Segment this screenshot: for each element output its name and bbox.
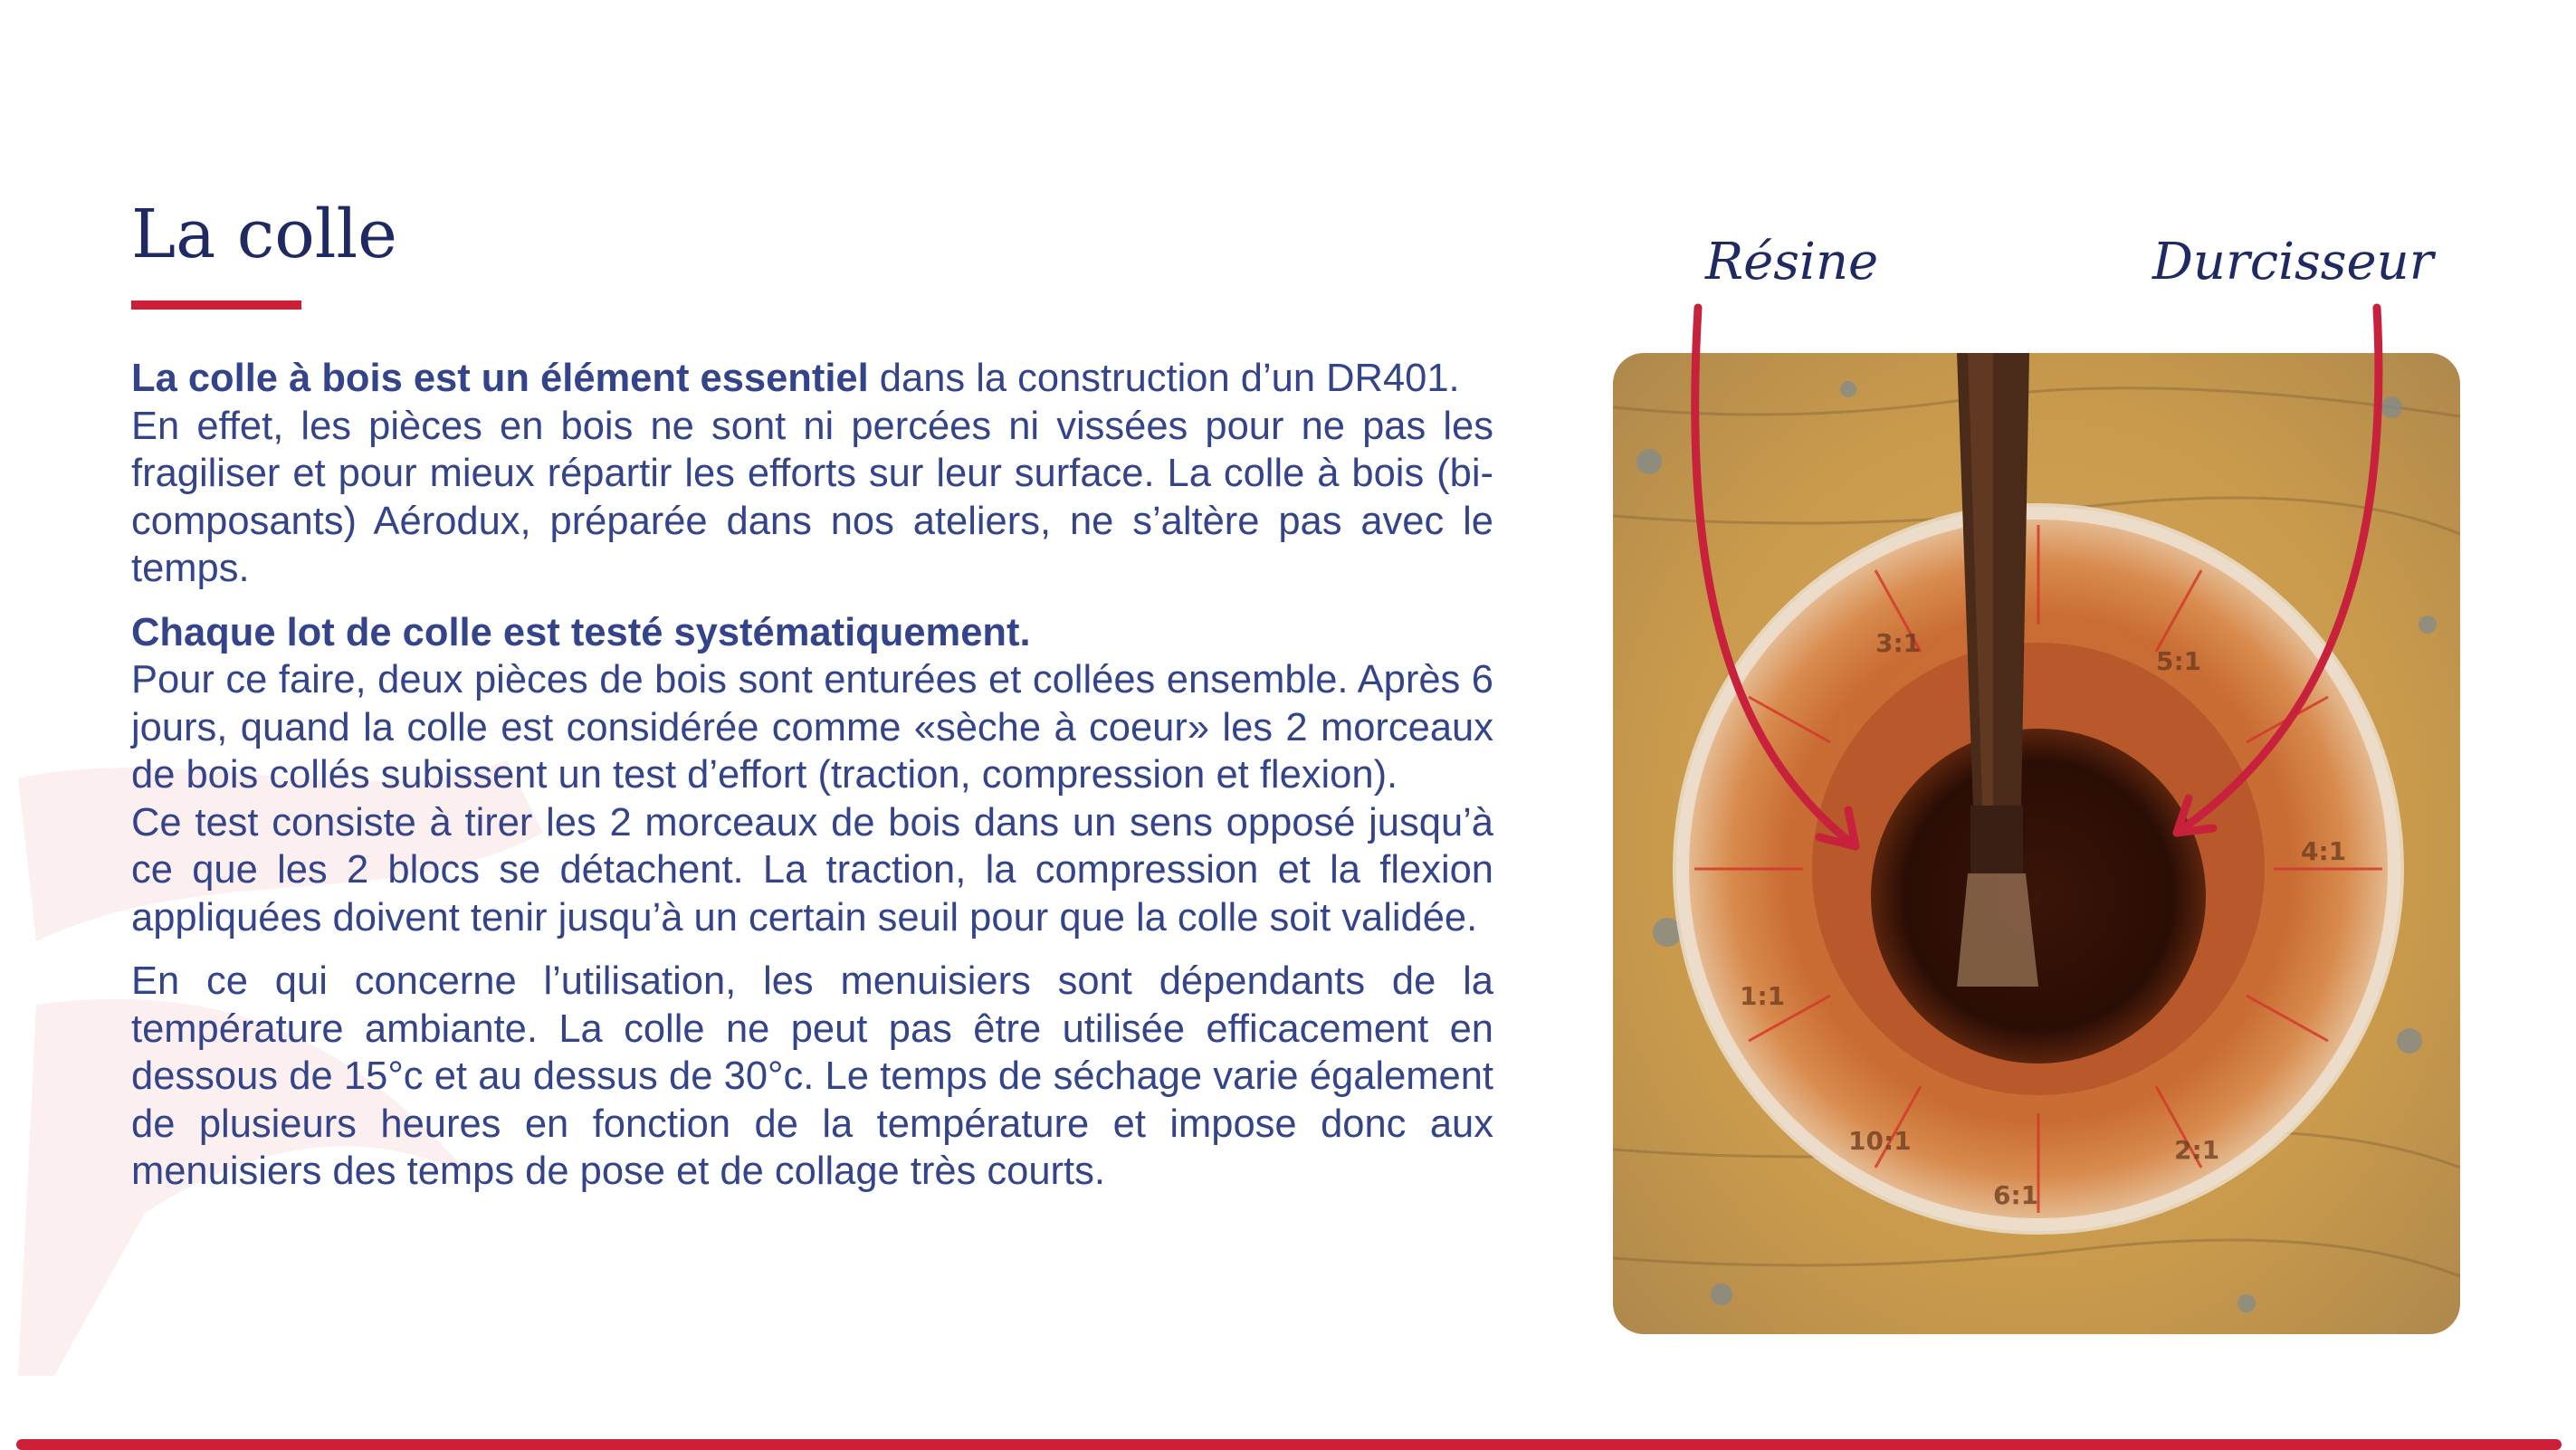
article-body	[131, 355, 1493, 1196]
paragraph-usage: En ce qui concerne l’utilisation, les menuisiers sont dépendants de la température ambiante. La colle ne peut pas être utilisée efficacement en dessous de 15°c et au dessus de 30°c. Le temps de séchage varie également de plusieurs heures en fonction de la température et impose donc aux menuisiers des temps de pose et de collage très courts.	[131, 959, 1493, 1193]
cup-mark-2-1: 2:1	[2174, 1135, 2220, 1165]
cup-mark-6-1: 6:1	[1993, 1180, 2039, 1210]
glue-photo	[1613, 353, 2460, 1334]
page-title: La colle	[131, 196, 397, 273]
cup-mark-5-1: 5:1	[2156, 646, 2202, 676]
paragraph-intro	[131, 355, 1493, 593]
paragraph-testing	[131, 609, 1493, 942]
cup-mark-3-1: 3:1	[1875, 628, 1922, 658]
cup-mark-10-1: 10:1	[1848, 1126, 1912, 1156]
testing-detail: Ce test consiste à tirer les 2 morceaux de bois dans un sens opposé jusqu’à ce que les 2 blocs se détachent. La traction, la compression et la flexion appliquées doivent tenir jusqu’à un certain seuil pour que la colle soit validée.	[131, 800, 1493, 940]
footer-bar	[16, 1439, 2562, 1450]
intro-rest: dans la construction d’un DR401.	[868, 357, 1460, 400]
testing-lead: Chaque lot de colle est testé systématiquement.	[131, 610, 1031, 654]
label-durcisseur: Durcisseur	[2152, 233, 2434, 291]
cup-mark-1-1: 1:1	[1740, 981, 1786, 1011]
intro-detail: En effet, les pièces en bois ne sont ni percées ni vissées pour ne pas les fragiliser et pour mieux répartir les efforts sur leur surface. La colle à bois (bi-composants) Aérodux, préparée dans nos ateliers, ne s’altère pas avec le temps.	[131, 404, 1493, 590]
testing-procedure: Pour ce faire, deux pièces de bois sont enturées et collées ensemble. Après 6 jours, quand la colle est considérée comme «sèche à coeur» les 2 morceaux de bois collés subissent un test d’effort (traction, compression et flexion).	[131, 658, 1493, 797]
intro-lead: La colle à bois est un élément essentiel	[131, 357, 869, 400]
title-underline	[131, 300, 301, 310]
label-resine: Résine	[1705, 233, 1879, 291]
cup-mark-4-1: 4:1	[2301, 836, 2347, 866]
